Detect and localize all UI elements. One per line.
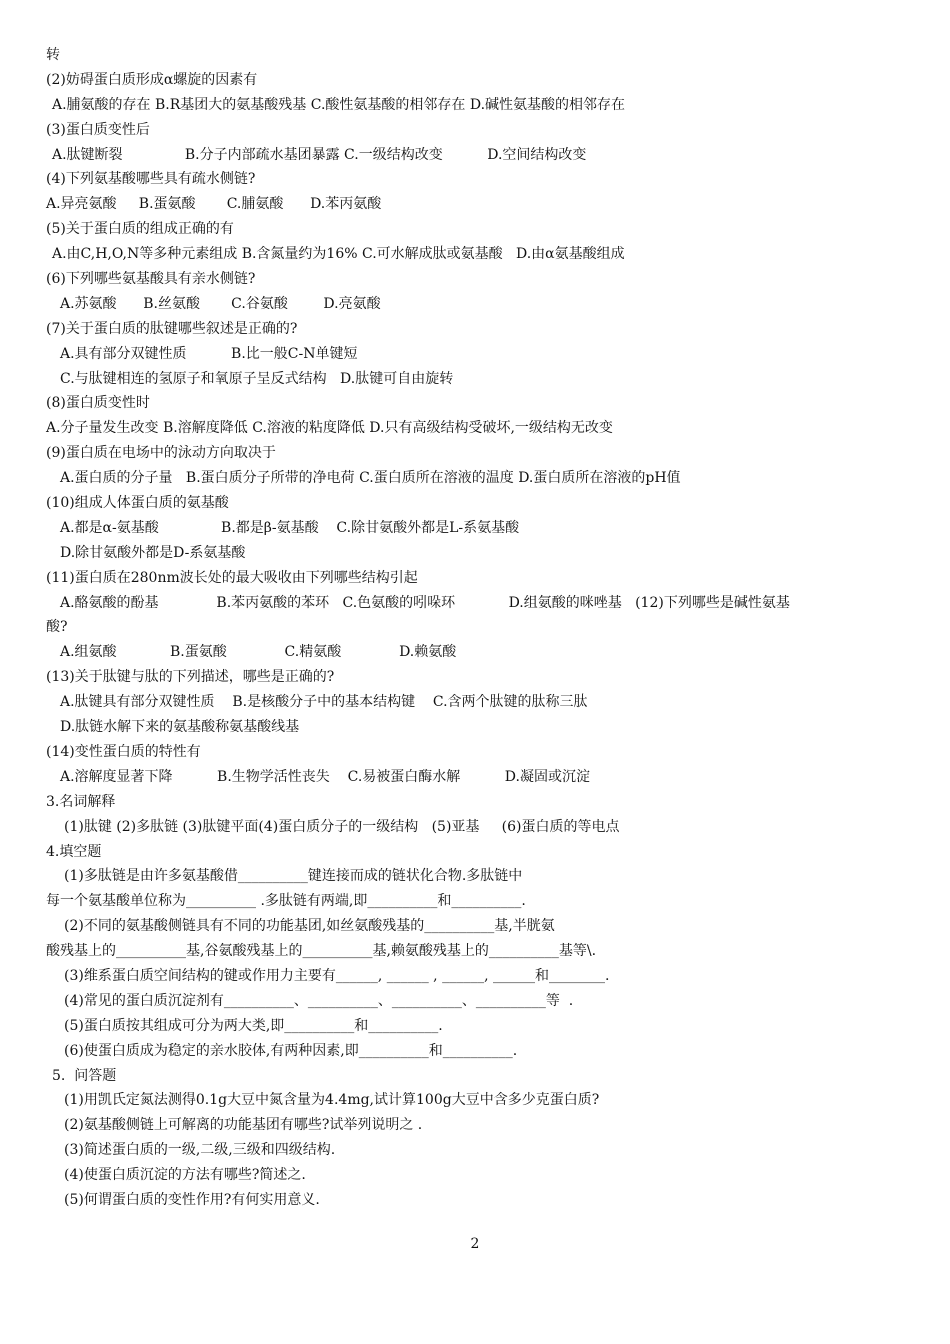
text-line: (4)使蛋白质沉淀的方法有哪些?简述之. bbox=[64, 1167, 306, 1184]
text-line: A.组氨酸 B.蛋氨酸 C.精氨酸 D.赖氨酸 bbox=[60, 644, 457, 661]
text-line: (10)组成人体蛋白质的氨基酸 bbox=[46, 495, 229, 512]
text-line: A.酪氨酸的酚基 B.苯丙氨酸的苯环 C.色氨酸的吲哚环 D.组氨酸的咪唑基 (12)下列哪些是碱性氨基 bbox=[60, 594, 790, 611]
text-line: 酸? bbox=[46, 619, 68, 636]
text-line: (1)用凯氏定氮法测得0.1g大豆中氮含量为4.4mg,试计算100g大豆中含多少克蛋白质? bbox=[64, 1092, 600, 1109]
text-line: 3.名词解释 bbox=[46, 793, 116, 810]
text-line: (3)维系蛋白质空间结构的键或作用力主要有______, ______ , ______, ______和________. bbox=[64, 967, 610, 984]
text-line: (11)蛋白质在280nm波长处的最大吸收由下列哪些结构引起 bbox=[46, 569, 418, 586]
text-line: A.分子量发生改变 B.溶解度降低 C.溶液的粘度降低 D.只有高级结构受破坏,一级结构无改变 bbox=[46, 420, 613, 437]
text-line: (5)关于蛋白质的组成正确的有 bbox=[46, 221, 234, 238]
question-text-block bbox=[46, 43, 910, 1213]
text-line: A.蛋白质的分子量 B.蛋白质分子所带的净电荷 C.蛋白质所在溶液的温度 D.蛋白质所在溶液的pH值 bbox=[60, 470, 681, 487]
text-line: A.由C,H,O,N等多种元素组成 B.含氮量约为16% C.可水解成肽或氨基酸 D.由α氨基酸组成 bbox=[52, 246, 625, 263]
text-line: A.肽键具有部分双键性质 B.是核酸分子中的基本结构键 C.含两个肽键的肽称三肽 bbox=[60, 694, 588, 711]
text-line: (4)常见的蛋白质沉淀剂有__________、__________、__________、__________等 . bbox=[64, 992, 574, 1009]
text-line: 每一个氨基酸单位称为__________ .多肽链有两端,即__________和__________. bbox=[46, 893, 526, 910]
text-line: A.脯氨酸的存在 B.R基团大的氨基酸残基 C.酸性氨基酸的相邻存在 D.碱性氨基酸的相邻存在 bbox=[52, 96, 626, 113]
text-line: (13)关于肽键与肽的下列描述，哪些是正确的? bbox=[46, 669, 335, 686]
text-line: (7)关于蛋白质的肽键哪些叙述是正确的? bbox=[46, 320, 298, 337]
text-line: (6)使蛋白质成为稳定的亲水胶体,有两种因素,即__________和__________. bbox=[64, 1042, 518, 1059]
text-line: A.肽键断裂 B.分子内部疏水基团暴露 C.一级结构改变 D.空间结构改变 bbox=[52, 146, 587, 163]
text-line: 5. 问答题 bbox=[52, 1067, 117, 1084]
text-line: (5)何谓蛋白质的变性作用?有何实用意义. bbox=[64, 1191, 320, 1208]
text-line: (4)下列氨基酸哪些具有疏水侧链? bbox=[46, 171, 256, 188]
text-line: A.具有部分双键性质 B.比一般C-N单键短 bbox=[60, 345, 358, 362]
text-line: (2)氨基酸侧链上可解离的功能基团有哪些?试举列说明之 . bbox=[64, 1117, 423, 1134]
text-line: 4.填空题 bbox=[46, 843, 102, 860]
text-line: (1)多肽链是由许多氨基酸借__________键连接而成的链状化合物.多肽链中 bbox=[64, 868, 523, 885]
page-number: 2 bbox=[470, 1236, 480, 1252]
text-line: (3)蛋白质变性后 bbox=[46, 121, 150, 138]
text-line: (8)蛋白质变性时 bbox=[46, 395, 150, 412]
text-line: D.肽链水解下来的氨基酸称氨基酸线基 bbox=[60, 719, 300, 736]
text-line: (2)妨碍蛋白质形成α螺旋的因素有 bbox=[46, 71, 258, 88]
text-line: A.都是α-氨基酸 B.都是β-氨基酸 C.除甘氨酸外都是L-系氨基酸 bbox=[60, 519, 520, 536]
text-line: A.苏氨酸 B.丝氨酸 C.谷氨酸 D.亮氨酸 bbox=[60, 295, 381, 312]
text-line: (2)不同的氨基酸侧链具有不同的功能基团,如丝氨酸残基的__________基,半胱氨 bbox=[64, 918, 555, 935]
text-line: A.异亮氨酸 B.蛋氨酸 C.脯氨酸 D.苯丙氨酸 bbox=[46, 196, 382, 213]
text-line: (5)蛋白质按其组成可分为两大类,即__________和__________. bbox=[64, 1017, 443, 1034]
text-line: (9)蛋白质在电场中的泳动方向取决于 bbox=[46, 445, 276, 462]
text-line: (14)变性蛋白质的特性有 bbox=[46, 743, 201, 760]
text-line: 转 bbox=[46, 47, 60, 63]
text-line: 酸残基上的__________基,谷氨酸残基上的__________基,赖氨酸残基上的__________基等\. bbox=[46, 943, 597, 960]
text-line: A.溶解度显著下降 B.生物学活性丧失 C.易被蛋白酶水解 D.凝固或沉淀 bbox=[60, 768, 590, 785]
text-line: C.与肽键相连的氢原子和氧原子呈反式结构 D.肽键可自由旋转 bbox=[60, 370, 454, 387]
text-line: (3)简述蛋白质的一级,二级,三级和四级结构. bbox=[64, 1142, 336, 1159]
text-line: (1)肽键 (2)多肽链 (3)肽键平面(4)蛋白质分子的一级结构 (5)亚基 (6)蛋白质的等电点 bbox=[64, 818, 620, 835]
text-line: D.除甘氨酸外都是D-系氨基酸 bbox=[60, 544, 246, 561]
text-line: (6)下列哪些氨基酸具有亲水侧链? bbox=[46, 271, 256, 288]
